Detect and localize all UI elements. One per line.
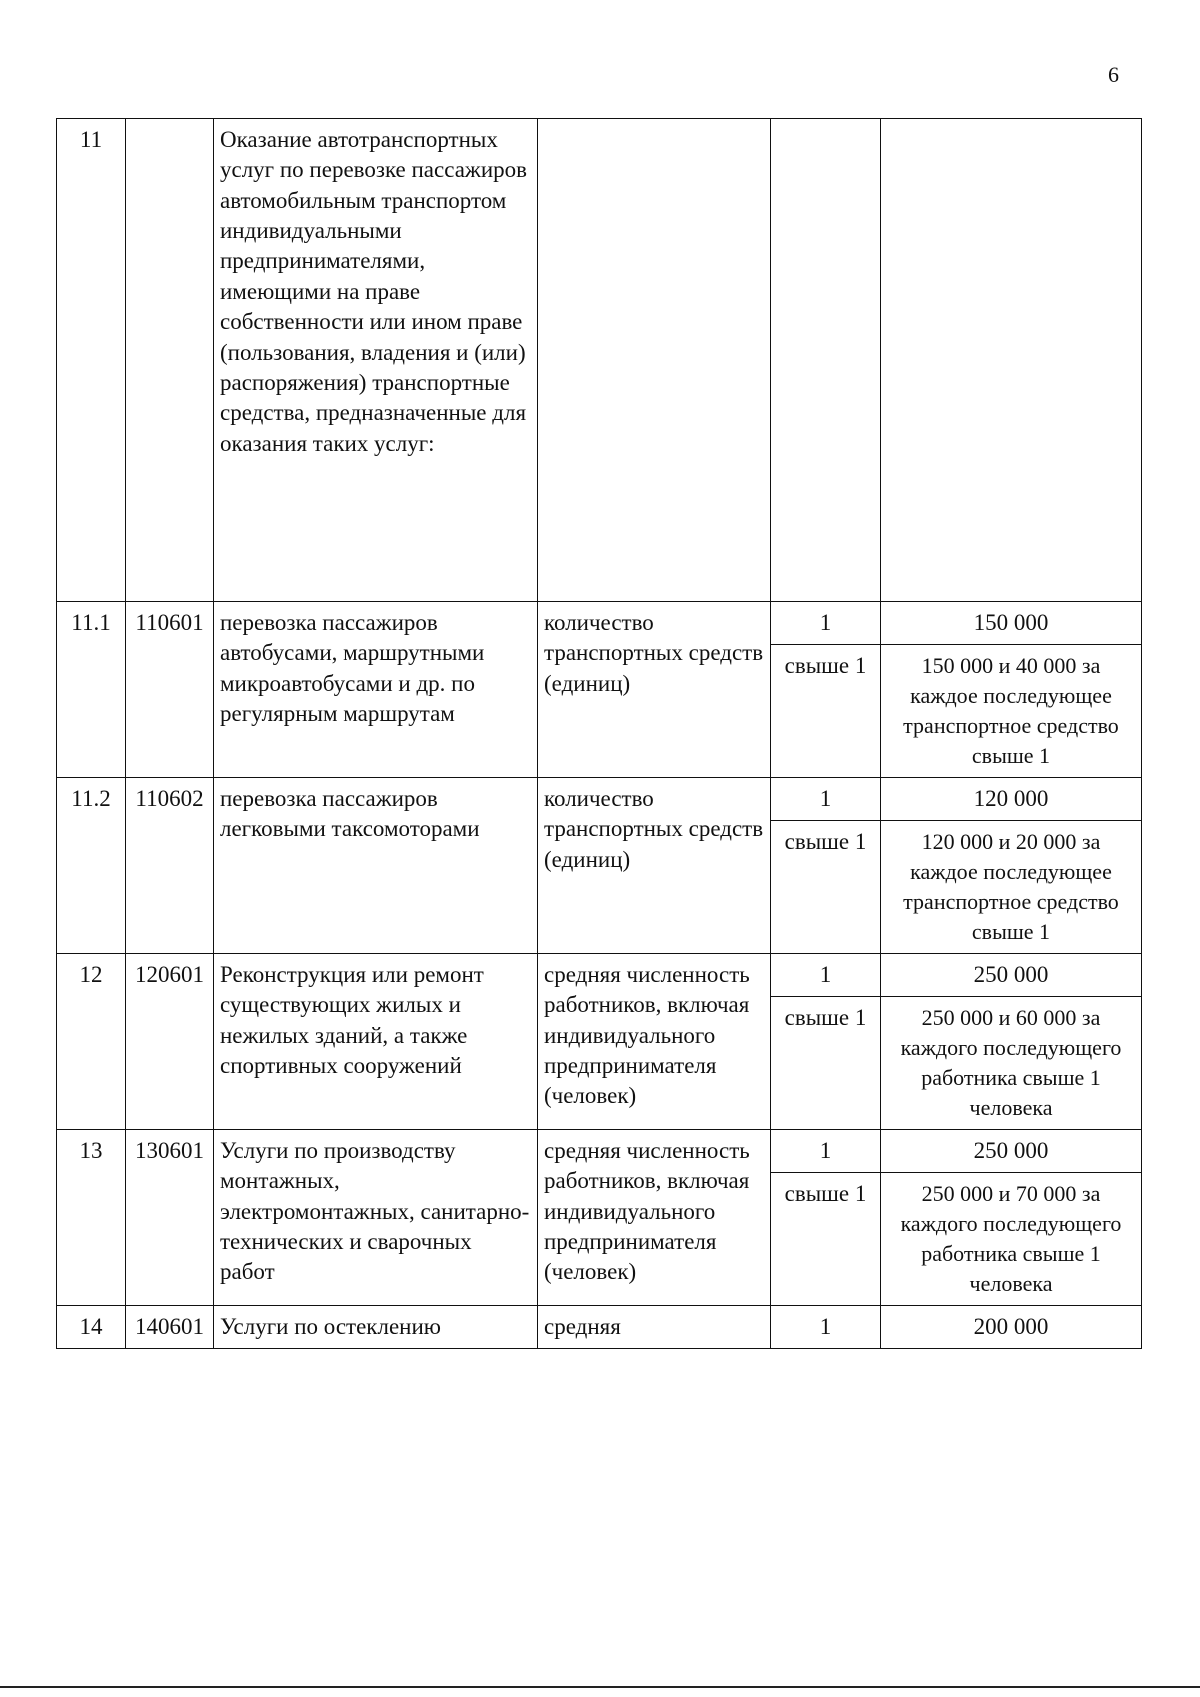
row-number: 12 (57, 953, 126, 1129)
row-description: Реконструкция или ремонт существующих жилых и нежилых зданий, а также спортивных сооружений (214, 953, 538, 1129)
tier-threshold: свыше 1 (771, 821, 881, 954)
row-indicator: средняя численность работников, включая индивидуального предпринимателя (человек) (538, 1129, 771, 1305)
row-indicator: средняя численность работников, включая индивидуального предпринимателя (человек) (538, 953, 771, 1129)
tier-threshold: 1 (771, 1305, 881, 1348)
row-code (126, 119, 214, 602)
tier-threshold: 1 (771, 1129, 881, 1172)
table-row (57, 1305, 1142, 1348)
row-number: 14 (57, 1305, 126, 1348)
tier-amount: 150 000 (881, 602, 1142, 645)
table-row (57, 119, 1142, 602)
row-description: Услуги по производству монтажных, электромонтажных, санитарно-технических и сварочных работ (214, 1129, 538, 1305)
tier-threshold: свыше 1 (771, 1173, 881, 1306)
scan-edge-line (0, 1686, 1200, 1688)
tier-amount: 250 000 (881, 953, 1142, 996)
tier-amount: 250 000 (881, 1129, 1142, 1172)
tier-threshold: свыше 1 (771, 645, 881, 778)
row-description: перевозка пассажиров легковыми таксомоторами (214, 777, 538, 953)
row-code: 140601 (126, 1305, 214, 1348)
row-indicator: количество транспортных средств (единиц) (538, 602, 771, 778)
tier-amount: 250 000 и 70 000 за каждого последующего работника свыше 1 человека (881, 1173, 1142, 1306)
tier-amount: 120 000 и 20 000 за каждое последующее транспортное средство свыше 1 (881, 821, 1142, 954)
page-number: 6 (1108, 62, 1119, 87)
row-description: Оказание автотранспортных услуг по перевозке пассажиров автомобильным транспортом индивидуальными предпринимателями, имеющими на праве собственности или ином праве (пользования, владения и (или) распоряжения) транспортные средства, предназначенные для оказания таких услуг: (214, 119, 538, 602)
row-code: 120601 (126, 953, 214, 1129)
table-row (57, 953, 1142, 996)
row-number: 11 (57, 119, 126, 602)
row-indicator (538, 119, 771, 602)
tier-threshold: 1 (771, 602, 881, 645)
tier-amount (881, 119, 1142, 602)
table-row (57, 1129, 1142, 1172)
tariff-table (56, 118, 1142, 1349)
row-description: перевозка пассажиров автобусами, маршрутными микроавтобусами и др. по регулярным маршрутам (214, 602, 538, 778)
row-code: 110602 (126, 777, 214, 953)
row-number: 13 (57, 1129, 126, 1305)
tier-amount: 120 000 (881, 777, 1142, 820)
row-indicator: количество транспортных средств (единиц) (538, 777, 771, 953)
table-row (57, 777, 1142, 820)
row-number: 11.1 (57, 602, 126, 778)
row-code: 110601 (126, 602, 214, 778)
tier-amount: 250 000 и 60 000 за каждого последующего работника свыше 1 человека (881, 997, 1142, 1130)
row-code: 130601 (126, 1129, 214, 1305)
row-number: 11.2 (57, 777, 126, 953)
tier-amount: 150 000 и 40 000 за каждое последующее транспортное средство свыше 1 (881, 645, 1142, 778)
row-description: Услуги по остеклению (214, 1305, 538, 1348)
table-row (57, 602, 1142, 645)
tier-threshold: свыше 1 (771, 997, 881, 1130)
tier-threshold: 1 (771, 777, 881, 820)
tier-threshold (771, 119, 881, 602)
tier-threshold: 1 (771, 953, 881, 996)
tier-amount: 200 000 (881, 1305, 1142, 1348)
row-indicator: средняя (538, 1305, 771, 1348)
